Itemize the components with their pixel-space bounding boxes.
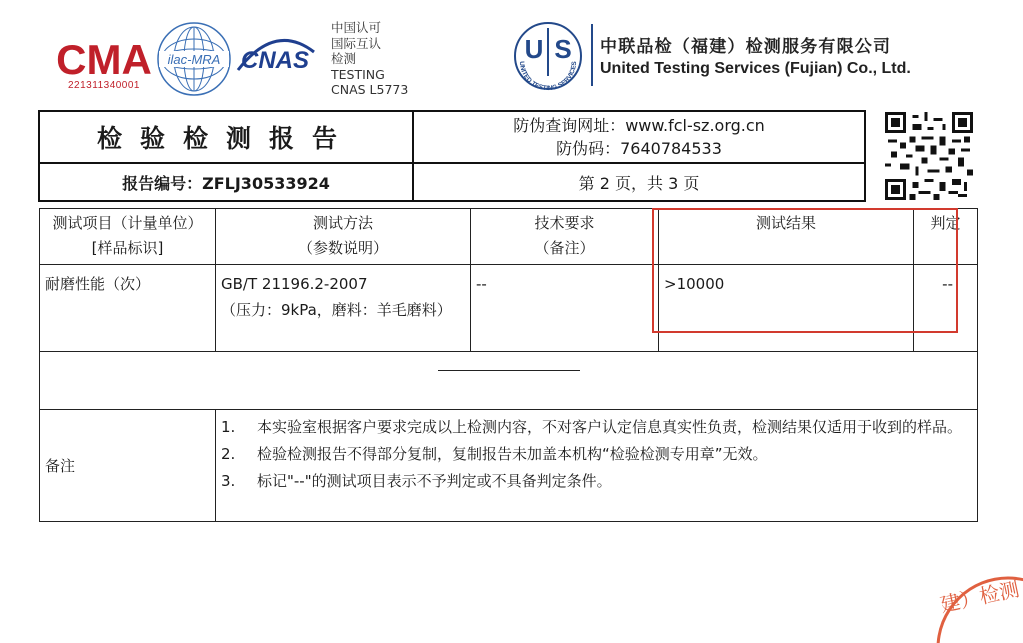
row-test-item: 耐磨性能（次）: [40, 265, 216, 352]
svg-text:U: U: [524, 34, 544, 64]
header-test-result: 测试结果: [659, 209, 914, 265]
header-test-item: 测试项目（计量单位） [样品标识]: [40, 209, 216, 265]
end-of-results-row: [40, 352, 978, 410]
company-name-en: United Testing Services (Fujian) Co., Ltd.: [600, 60, 911, 77]
note-item: 3. 标记"--"的测试项目表示不予判定或不具备判定条件。: [221, 472, 612, 490]
report-number: 报告编号：ZFLJ30533924: [38, 162, 414, 202]
header-requirement: 技术要求 （备注）: [471, 209, 659, 265]
seal-text: 建）检测: [938, 576, 1022, 617]
header-test-method: 测试方法 （参数说明）: [216, 209, 471, 265]
notes-label: 备注: [40, 410, 216, 522]
row-judgement: --: [914, 265, 978, 352]
row-test-method: GB/T 21196.2-2007 （压力：9kPa，磨料：羊毛磨料）: [216, 265, 471, 352]
page-info: 第 2 页，共 3 页: [412, 162, 866, 202]
cnas-text: CNAS: [240, 47, 310, 74]
inspection-seal: [930, 570, 1023, 643]
cnas-logo: [230, 26, 320, 86]
cma-number: 221311340001: [68, 80, 140, 91]
end-divider-cell: [40, 352, 978, 410]
end-divider: [438, 370, 580, 371]
ilac-text: ilac-MRA: [167, 52, 221, 67]
notes-list: [216, 410, 978, 522]
qr-code: [884, 112, 974, 200]
accreditation-text: 中国认可 国际互认 检测 TESTING CNAS L5773: [331, 20, 409, 97]
row-test-result: >10000: [659, 265, 914, 352]
note-item: 1. 本实验室根据客户要求完成以上检测内容，不对客户认定信息真实性负责，检测结果仅适用于收到的样品。: [221, 418, 963, 436]
uts-logo: [510, 18, 586, 98]
result-highlight-box: [652, 208, 958, 333]
verification-info: [412, 110, 866, 164]
cma-logo-text: CMA: [56, 36, 152, 83]
logo-divider: [591, 24, 593, 86]
verify-code: 防伪码：7640784533: [556, 139, 722, 158]
ilac-mra-logo: [155, 20, 233, 98]
svg-text:S: S: [554, 34, 572, 64]
row-requirement: --: [471, 265, 659, 352]
verify-url: 防伪查询网址：www.fcl-sz.org.cn: [513, 116, 765, 135]
header-judgement: 判定: [914, 209, 978, 265]
company-name-cn: 中联品检（福建）检测服务有限公司: [600, 37, 892, 57]
report-title: 检验检测报告: [38, 110, 414, 164]
notes-row: [40, 410, 978, 522]
note-item: 2. 检验检测报告不得部分复制，复制报告未加盖本机构“检验检测专用章”无效。: [221, 445, 768, 463]
svg-text:UNITED TESTING SERVICES: UNITED TESTING SERVICES: [517, 61, 579, 93]
